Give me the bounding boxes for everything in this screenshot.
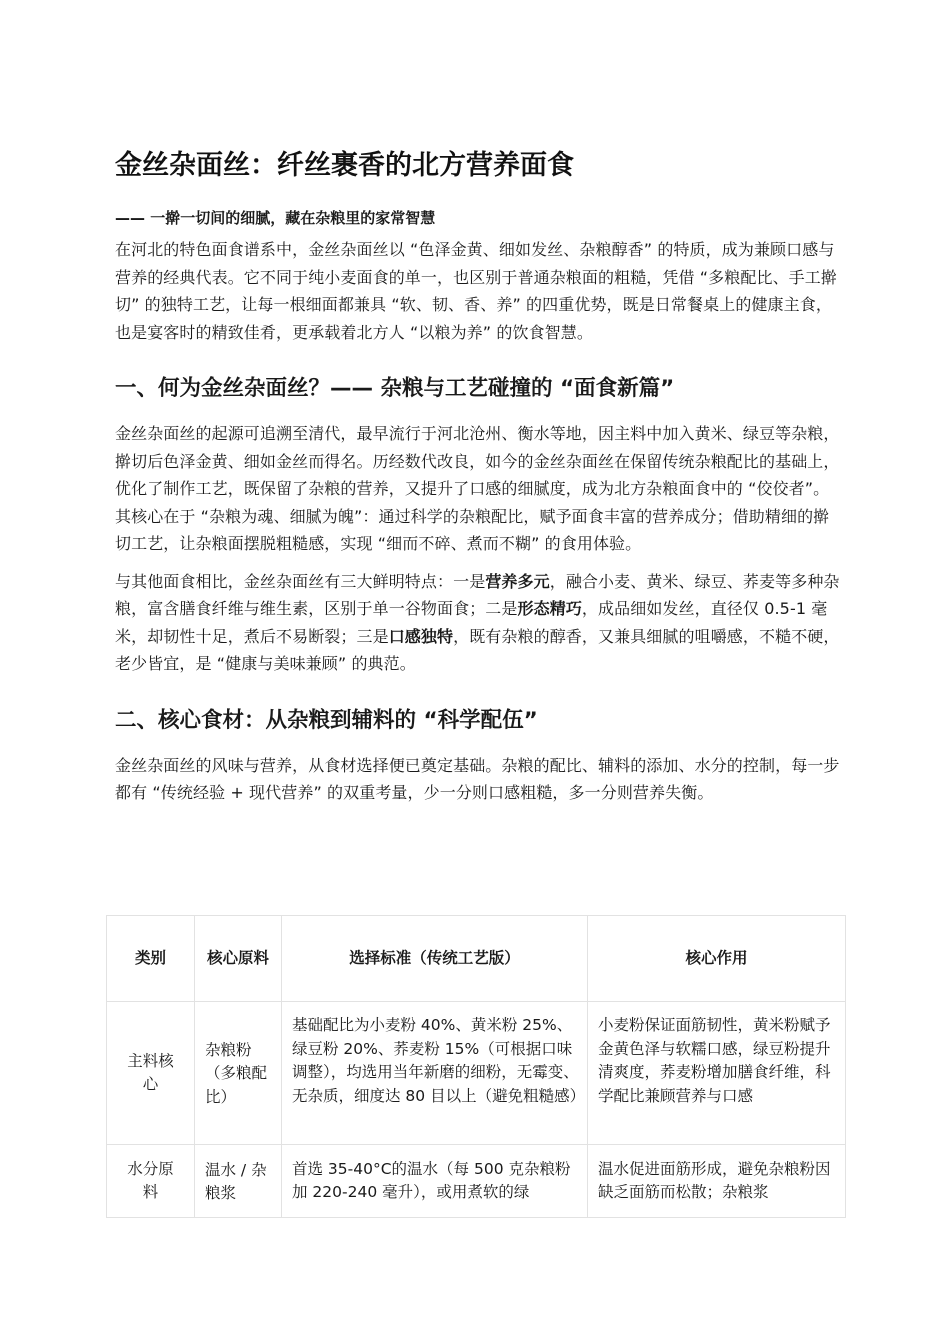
section-2-paragraph-1: 金丝杂面丝的风味与营养，从食材选择便已奠定基础。杂粮的配比、辅料的添加、水分的控制，每一步都有 “传统经验 + 现代营养” 的双重考量，少一分则口感粗糙，多一分则营养失衡。 bbox=[115, 755, 840, 802]
table-cell-material: 杂粮粉（多粮配比） bbox=[195, 1002, 282, 1145]
text-run: ，融合小麦、黄米、绿豆、荞麦等多种杂粮，富含膳食纤维与维生素，区别于单一谷物面食；二是 bbox=[115, 571, 840, 618]
section-1-heading: 一、何为金丝杂面丝？—— 杂粮与工艺碰撞的 “面食新篇” bbox=[115, 376, 675, 401]
section-2-heading: 二、核心食材：从杂粮到辅料的 “科学配伍” bbox=[115, 707, 538, 733]
table-row bbox=[107, 1145, 846, 1218]
column-header: 核心作用 bbox=[588, 916, 846, 1002]
table-row bbox=[107, 1002, 846, 1145]
column-header: 选择标准（传统工艺版） bbox=[282, 916, 588, 1002]
text-run: 与其他面食相比，金丝杂面丝有三大鲜明特点：一是 bbox=[115, 571, 486, 591]
clipped-text: 温水促进面筋形成，避免杂粮粉因缺乏面筋而松散；杂粮浆 bbox=[598, 1159, 831, 1201]
table-cell-role bbox=[588, 1145, 846, 1218]
ingredients-table bbox=[106, 915, 846, 1218]
intro-paragraph: 在河北的特色面食谱系中，金丝杂面丝以 “色泽金黄、细如发丝、杂粮醇香” 的特质，成为兼顾口感与营养的经典代表。它不同于纯小麦面食的单一，也区别于普通杂粮面的粗糙，凭借 “多粮配比、手工擀切” 的独特工艺，让每一根细面都兼具 “软、韧、香、养” 的四重优势，既是日常餐桌上的健康主食，也是宴客时的精致佳肴，更承载着北方人 “以粮为养” 的饮食智慧。 bbox=[115, 240, 837, 342]
highlight-texture: 口感独特 bbox=[388, 626, 454, 646]
page-subtitle: —— 一擀一切间的细腻，藏在杂粮里的家常智慧 bbox=[115, 209, 436, 227]
table-cell-role: 小麦粉保证面筋韧性，黄米粉赋予金黄色泽与软糯口感，绿豆粉提升清爽度，荞麦粉增加膳食纤维，科学配比兼顾营养与口感 bbox=[588, 1002, 846, 1145]
table-header-row bbox=[107, 916, 846, 1002]
page-title: 金丝杂面丝：纤丝裹香的北方营养面食 bbox=[115, 150, 574, 181]
table-cell-category: 主料核心 bbox=[107, 1002, 195, 1145]
article bbox=[115, 146, 845, 817]
section-1-paragraph-1: 金丝杂面丝的起源可追溯至清代，最早流行于河北沧州、衡水等地，因主料中加入黄米、绿豆等杂粮，擀切后色泽金黄、细如金丝而得名。历经数代改良，如今的金丝杂面丝在保留传统杂粮配比的基础上，优化了制作工艺，既保留了杂粮的营养，又提升了口感的细腻度，成为北方杂粮面食中的 “佼佼者”。其核心在于 “杂粮为魂、细腻为魄”：通过科学的杂粮配比，赋予面食丰富的营养成分；借助精细的擀切工艺，让杂粮面摆脱粗糙感，实现 “细而不碎、煮而不糊” 的食用体验。 bbox=[115, 424, 840, 553]
text-run: ，既有杂粮的醇香，又兼具细腻的咀嚼感，不糙不硬，老少皆宜，是 “健康与美味兼顾” 的典范。 bbox=[115, 626, 840, 673]
highlight-nutrition: 营养多元 bbox=[485, 571, 550, 591]
clipped-text: 首选 35-40°C的温水（每 500 克杂粮粉加 220-240 毫升），或用煮软的绿 bbox=[292, 1159, 571, 1201]
text-run: ，成品细如发丝，直径仅 0.5-1 毫米，却韧性十足，煮后不易断裂；三是 bbox=[115, 599, 828, 646]
column-header: 类别 bbox=[107, 916, 195, 1002]
section-1-paragraph-2 bbox=[115, 568, 845, 678]
table-cell-material: 温水 / 杂粮浆 bbox=[195, 1145, 282, 1218]
table-cell-standard bbox=[282, 1145, 588, 1218]
table-cell-category: 水分原料 bbox=[107, 1145, 195, 1218]
highlight-shape: 形态精巧 bbox=[517, 599, 582, 618]
column-header: 核心原料 bbox=[195, 916, 282, 1002]
table-cell-standard: 基础配比为小麦粉 40%、黄米粉 25%、绿豆粉 20%、荞麦粉 15%（可根据口味调整），均选用当年新磨的细粉，无霉变、无杂质，细度达 80 目以上（避免粗糙感） bbox=[282, 1002, 588, 1145]
